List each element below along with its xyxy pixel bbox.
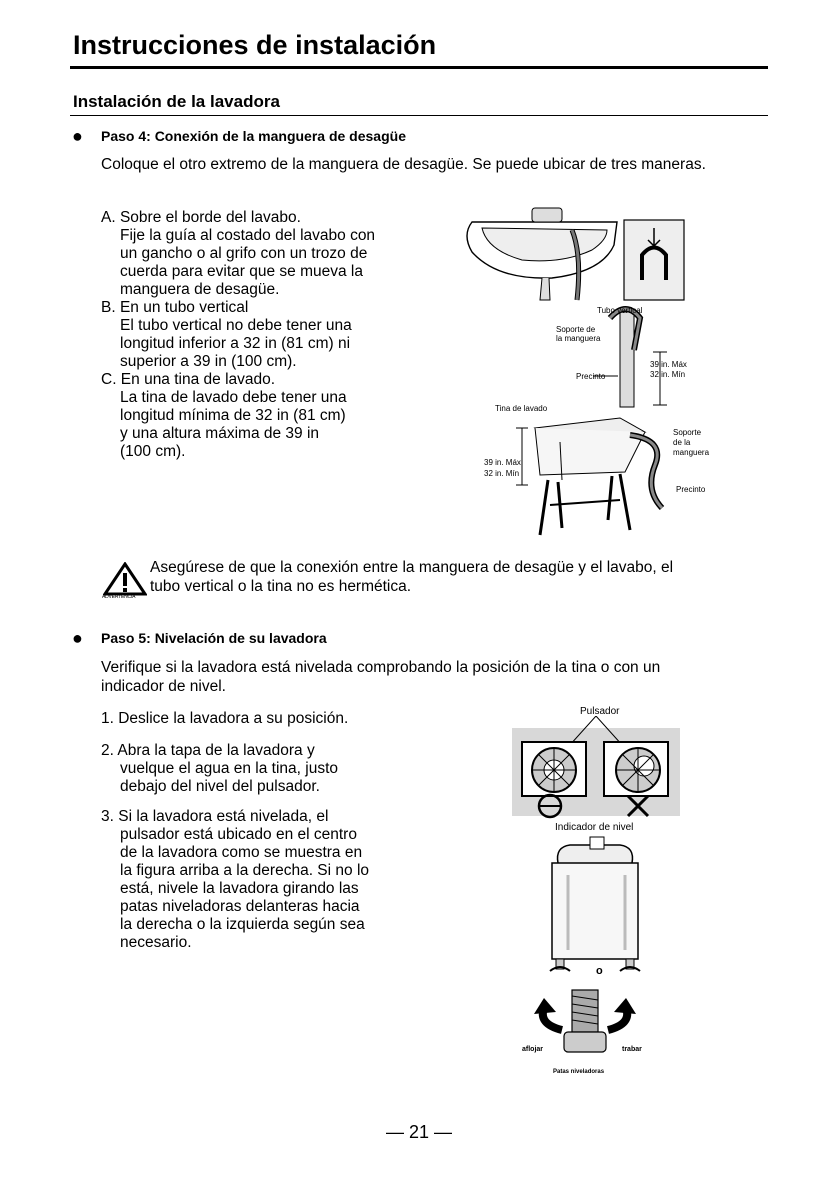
step5-line: 1. Deslice la lavadora a su posición. bbox=[101, 710, 349, 727]
label-min-2: 32 in. Mín bbox=[484, 469, 520, 478]
item-a-heading: A. Sobre el borde del lavabo. bbox=[101, 209, 301, 226]
item-a-line: un gancho o al grifo con un trozo de bbox=[120, 245, 368, 262]
label-soporte-2: la manguera bbox=[556, 334, 601, 343]
step5-line: está, nivele la lavadora girando las bbox=[120, 880, 359, 897]
label-soporte-a: Soporte bbox=[673, 428, 702, 437]
label-indicador: Indicador de nivel bbox=[555, 822, 634, 833]
step5-item-3 bbox=[101, 808, 441, 952]
warning-triangle-icon bbox=[103, 562, 147, 596]
item-c-line: (100 cm). bbox=[120, 443, 186, 460]
section-title: Instalación de la lavadora bbox=[73, 92, 280, 111]
item-b-line: superior a 39 in (100 cm). bbox=[120, 353, 297, 370]
step5-line: 2. Abra la tapa de la lavadora y bbox=[101, 742, 315, 759]
label-max-2: 39 in. Máx bbox=[484, 458, 521, 467]
label-soporte-1: Soporte de bbox=[556, 325, 596, 334]
label-soporte-c: manguera bbox=[673, 448, 710, 457]
pulsator-illustration bbox=[510, 716, 682, 820]
washer-illustration bbox=[540, 835, 650, 983]
label-pulsador: Pulsador bbox=[580, 706, 620, 717]
step5-item-2 bbox=[101, 742, 441, 796]
item-b-heading: B. En un tubo vertical bbox=[101, 299, 249, 316]
item-a-line: Fije la guía al costado del lavabo con bbox=[120, 227, 376, 244]
step5-line: la figura arriba a la derecha. Si no lo bbox=[120, 862, 370, 879]
step5-line: vuelque el agua en la tina, justo bbox=[120, 760, 339, 777]
step4-items bbox=[101, 209, 441, 461]
step5-line: debajo del nivel del pulsador. bbox=[120, 778, 320, 795]
item-c-heading: C. En una tina de lavado. bbox=[101, 371, 276, 388]
label-min-1: 32 in. Mín bbox=[650, 370, 686, 379]
label-trabar: trabar bbox=[622, 1046, 642, 1053]
bullet-icon: ● bbox=[72, 126, 83, 146]
label-patas: Patas niveladoras bbox=[553, 1069, 605, 1075]
warning-line: Asegúrese de que la conexión entre la manguera de desagüe y el lavabo, el bbox=[150, 559, 674, 576]
item-b-line: El tubo vertical no debe tener una bbox=[120, 317, 352, 334]
step4-intro: Coloque el otro extremo de la manguera de desagüe. Se puede ubicar de tres maneras. bbox=[101, 156, 706, 173]
step5-item-1 bbox=[101, 710, 441, 728]
step5-line: necesario. bbox=[120, 934, 192, 951]
step5-line: de la lavadora como se muestra en bbox=[120, 844, 363, 861]
label-aflojar: aflojar bbox=[522, 1046, 544, 1053]
label-precinto-1: Precinto bbox=[576, 372, 606, 381]
label-tina: Tina de lavado bbox=[495, 404, 548, 413]
step5-line: 3. Si la lavadora está nivelada, el bbox=[101, 808, 329, 825]
section-rule bbox=[70, 115, 768, 116]
item-a-line: manguera de desagüe. bbox=[120, 281, 280, 298]
warning-caption: ADVERTENCIA bbox=[102, 594, 136, 600]
item-b-line: longitud inferior a 32 in (81 cm) ni bbox=[120, 335, 351, 352]
page-title: Instrucciones de instalación bbox=[73, 30, 437, 60]
step4-title: Paso 4: Conexión de la manguera de desagüe bbox=[101, 128, 406, 144]
label-o: o bbox=[596, 965, 603, 977]
step5-line: pulsador está ubicado en el centro bbox=[120, 826, 357, 843]
step5-line: la derecha o la izquierda según sea bbox=[120, 916, 365, 933]
item-c-line: La tina de lavado debe tener una bbox=[120, 389, 347, 406]
bullet-icon: ● bbox=[72, 628, 83, 648]
label-max-1: 39 in. Máx bbox=[650, 360, 687, 369]
warning-line: tubo vertical o la tina no es hermética. bbox=[150, 578, 412, 595]
step5-intro-line: Verifique si la lavadora está nivelada comprobando la posición de la tina o con un bbox=[101, 659, 661, 676]
page-number: — 21 — bbox=[385, 1122, 453, 1142]
step5-title: Paso 5: Nivelación de su lavadora bbox=[101, 630, 327, 646]
warning-text bbox=[150, 558, 770, 596]
title-rule bbox=[70, 66, 768, 69]
item-a-line: cuerda para evitar que se mueva la bbox=[120, 263, 363, 280]
label-precinto-2: Precinto bbox=[676, 485, 706, 494]
step5-line: patas niveladoras delanteras hacia bbox=[120, 898, 360, 915]
item-c-line: y una altura máxima de 39 in bbox=[120, 425, 320, 442]
step5-intro-line: indicador de nivel. bbox=[101, 678, 226, 695]
label-soporte-b: de la bbox=[673, 438, 691, 447]
sink-illustration bbox=[442, 200, 692, 305]
label-tubo-vertical: Tubo vertical bbox=[597, 306, 643, 315]
item-c-line: longitud mínima de 32 in (81 cm) bbox=[120, 407, 346, 424]
standpipe-illustration bbox=[548, 300, 688, 412]
step5-intro bbox=[101, 658, 761, 696]
